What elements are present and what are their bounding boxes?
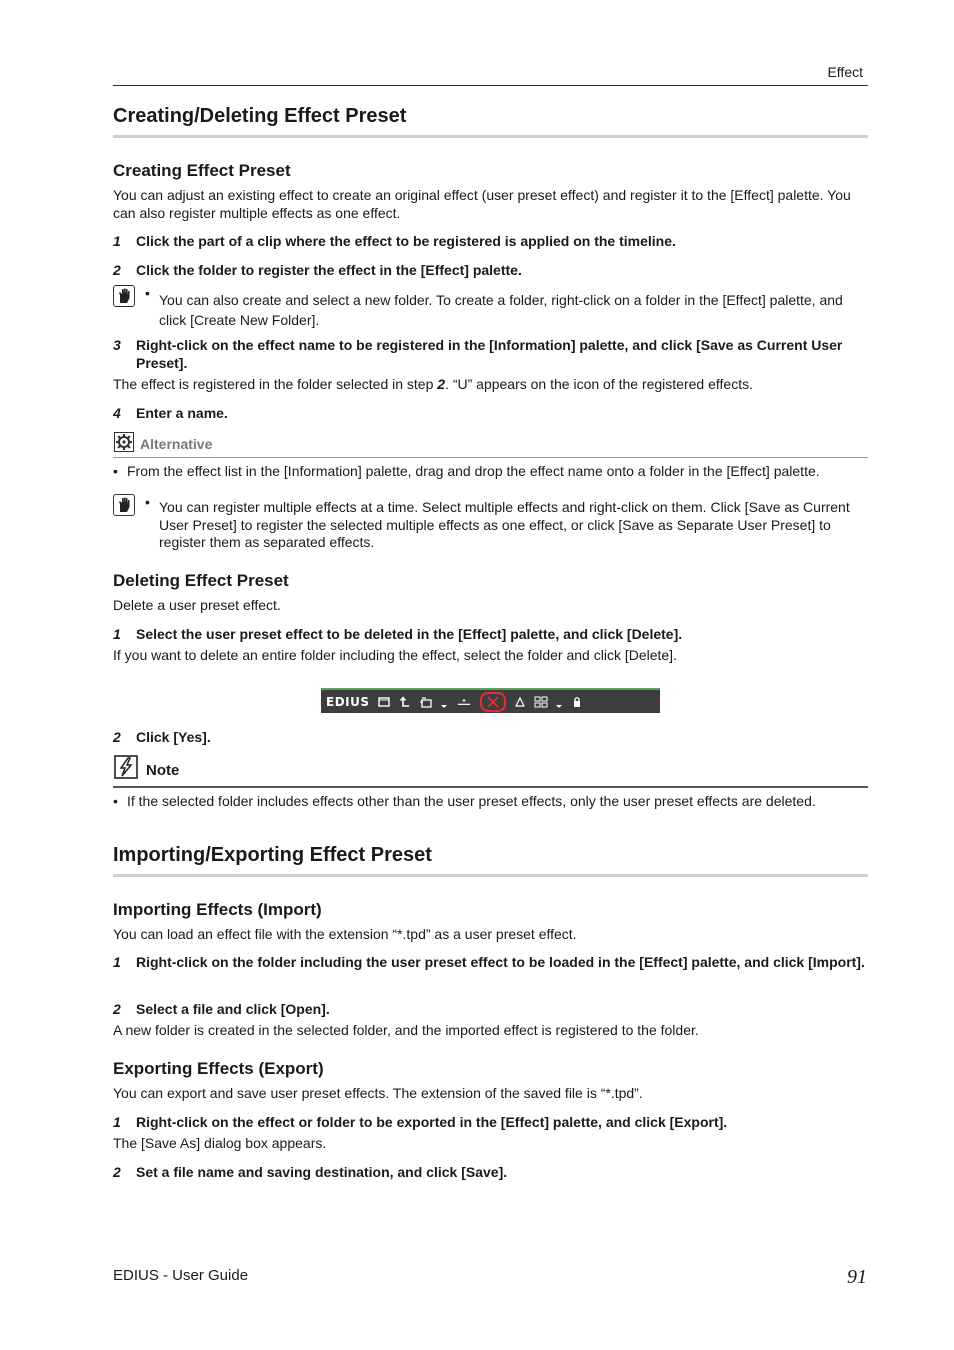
exporting-step-2 — [113, 1164, 868, 1182]
effect-palette-toolbar — [321, 688, 660, 713]
step-number: 2 — [113, 262, 121, 278]
note-item — [113, 793, 868, 811]
note-lightning-icon — [114, 755, 138, 779]
view-grid-icon[interactable] — [534, 695, 548, 709]
exporting-step-1-result: The [Save As] dialog box appears. — [113, 1135, 327, 1151]
subsection-title-exporting: Exporting Effects (Export) — [113, 1059, 324, 1078]
result-step-ref: 2 — [437, 376, 446, 392]
dropdown-arrow-icon[interactable] — [440, 695, 448, 709]
step-text: Enter a name. — [136, 405, 228, 421]
step-number: 4 — [113, 405, 121, 421]
hand-tip-icon — [113, 494, 135, 516]
tip-text: You can register multiple effects at a time. Select multiple effects and right-click on them. Click [Save as Current User Preset] to register the selected multiple effects as one effect, or click [Save as Separate User Preset] to register them as separated effects. — [159, 499, 850, 550]
lock-icon[interactable] — [570, 695, 584, 709]
tip-bullet: • — [145, 494, 150, 510]
footer-guide-title: EDIUS - User Guide — [113, 1267, 249, 1284]
bullet: • — [113, 793, 118, 809]
delete-button-highlighted[interactable] — [480, 692, 506, 712]
importing-intro: You can load an effect file with the extension “*.tpd” as a user preset effect. — [113, 926, 577, 942]
running-header: Effect — [827, 64, 863, 80]
alternative-rule — [113, 457, 868, 458]
step-text: Click the part of a clip where the effect to be registered is applied on the timeline. — [136, 233, 676, 249]
creating-step-3 — [113, 337, 868, 372]
importing-step-2-result: A new folder is created in the selected folder, and the imported effect is registered to the folder. — [113, 1022, 699, 1038]
tip-text: You can also create and select a new folder. To create a folder, right-click on a folder in the [Effect] palette, and click [Create New Folder]. — [159, 292, 843, 328]
step-number: 3 — [113, 337, 121, 353]
step-number: 2 — [113, 1164, 121, 1180]
section-title-creating-deleting: Creating/Deleting Effect Preset — [113, 105, 407, 127]
step-text: Right-click on the folder including the user preset effect to be loaded in the [Effect] palette, and click [Import]. — [136, 954, 865, 970]
bullet: • — [113, 463, 118, 479]
section-rule — [113, 135, 868, 138]
result-text-a: The effect is registered in the folder selected in step — [113, 376, 438, 392]
step-number: 1 — [113, 626, 121, 642]
tip-block-2 — [113, 494, 868, 552]
step-text: Right-click on the effect or folder to be exported in the [Effect] palette, and click [Export]. — [136, 1114, 728, 1130]
step-text: Click the folder to register the effect in the [Effect] palette. — [136, 262, 522, 278]
step-number: 1 — [113, 1114, 121, 1130]
creating-step-4 — [113, 405, 868, 423]
tip-bullet: • — [145, 285, 150, 301]
creating-step-2 — [113, 262, 868, 280]
section-rule — [113, 874, 868, 877]
header-rule — [113, 85, 868, 86]
deleting-intro: Delete a user preset effect. — [113, 597, 281, 613]
deleting-step-1 — [113, 626, 868, 644]
folder-icon[interactable] — [377, 695, 391, 709]
importing-step-2 — [113, 1001, 868, 1019]
step-number: 2 — [113, 1001, 121, 1017]
exporting-step-1 — [113, 1114, 868, 1132]
result-text-c: . “U” appears on the icon of the registered effects. — [445, 376, 753, 392]
importing-step-1 — [113, 954, 868, 972]
alternative-gear-icon — [114, 432, 134, 452]
note-rule — [113, 786, 868, 788]
step-number: 1 — [113, 954, 121, 970]
deleting-step-2 — [113, 729, 868, 747]
step-text: Select a file and click [Open]. — [136, 1001, 330, 1017]
step-text: Set a file name and saving destination, and click [Save]. — [136, 1164, 508, 1180]
subsection-title-deleting: Deleting Effect Preset — [113, 571, 289, 590]
step-text: Click [Yes]. — [136, 729, 211, 745]
note-text: If the selected folder includes effects other than the user preset effects, only the user preset effects are deleted. — [127, 793, 816, 809]
note-label: Note — [146, 762, 180, 779]
deleting-step-1-result: If you want to delete an entire folder including the effect, select the folder and click [Delete]. — [113, 647, 677, 663]
up-level-icon[interactable] — [398, 695, 412, 709]
new-folder-icon[interactable] — [419, 695, 433, 709]
step-number: 2 — [113, 729, 121, 745]
page-number: 91 — [847, 1266, 867, 1288]
alternative-item — [113, 463, 868, 481]
step-number: 1 — [113, 233, 121, 249]
toolbar-brand: EDIUS — [326, 694, 370, 709]
section-title-importing-exporting: Importing/Exporting Effect Preset — [113, 844, 432, 866]
step-text: Select the user preset effect to be deleted in the [Effect] palette, and click [Delete]. — [136, 626, 683, 642]
hand-tip-icon — [113, 285, 135, 307]
tip-block-1 — [113, 285, 868, 330]
creating-intro: You can adjust an existing effect to create an original effect (user preset effect) and register it to the [Effect] palette. You can also register multiple effects as one effect. — [113, 187, 851, 221]
alternative-text: From the effect list in the [Information] palette, drag and drop the effect name onto a folder in the [Effect] palette. — [127, 463, 820, 479]
creating-step-1 — [113, 233, 868, 251]
properties-icon[interactable] — [513, 695, 527, 709]
exporting-intro: You can export and save user preset effects. The extension of the saved file is “*.tpd”. — [113, 1085, 643, 1101]
subsection-title-creating: Creating Effect Preset — [113, 161, 291, 180]
dropdown-arrow-icon[interactable] — [555, 695, 563, 709]
alternative-label: Alternative — [140, 436, 213, 452]
step-3-result — [113, 376, 868, 394]
step-text: Right-click on the effect name to be registered in the [Information] palette, and click [Save as Current User Preset]. — [136, 337, 843, 371]
line-tool-icon[interactable] — [455, 695, 473, 709]
subsection-title-importing: Importing Effects (Import) — [113, 900, 322, 919]
